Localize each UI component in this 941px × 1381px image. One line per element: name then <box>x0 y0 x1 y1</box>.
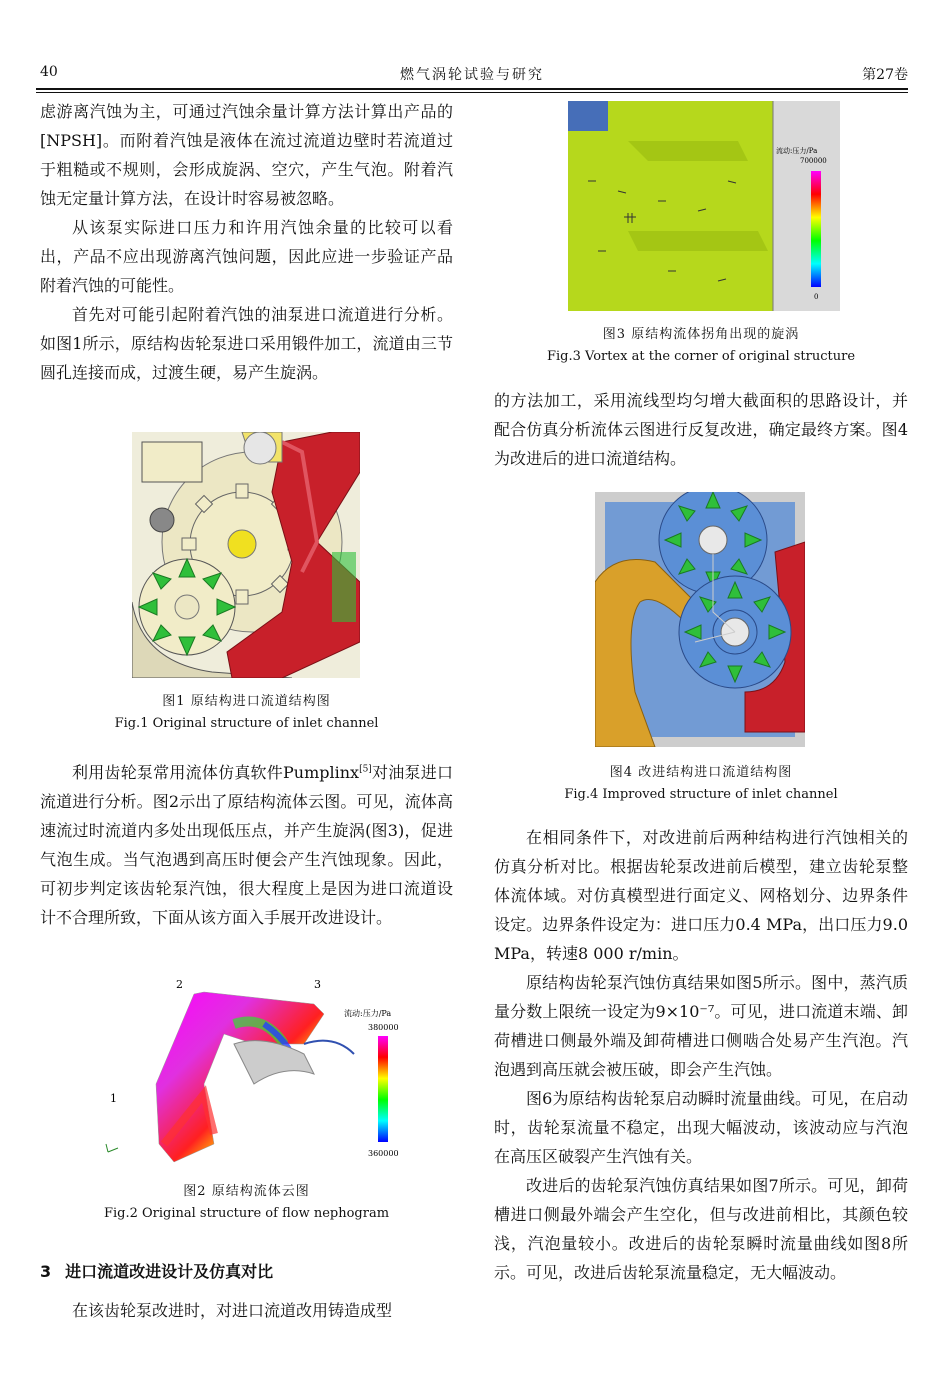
left-column-middle <box>40 758 453 932</box>
figure-3-image <box>568 101 840 311</box>
label-1: 1 <box>110 1092 117 1105</box>
figure-2-caption-cn: 图2 原结构流体云图 <box>183 1184 310 1199</box>
paragraph: 在该齿轮泵改进时，对进口流道改用铸造成型 <box>72 1301 393 1320</box>
figure-1-caption-cn: 图1 原结构进口流道结构图 <box>162 694 331 709</box>
figure-1 <box>132 432 360 678</box>
paragraph: 虑游离汽蚀为主，可通过汽蚀余量计算方法计算出产品的[NPSH]。而附着汽蚀是液体在流过流道边壁时若流道过于粗糙或不规则，会形成旋涡、空穴，产生气泡。附着汽蚀无定量计算方法，在设计时容易被忽略。 <box>40 102 453 208</box>
label-3: 3 <box>314 978 321 991</box>
figure-4-caption-en: Fig.4 Improved structure of inlet channel <box>564 787 838 802</box>
figure-2-caption-en: Fig.2 Original structure of flow nephogram <box>103 1206 390 1221</box>
legend-colorbar <box>811 171 821 287</box>
reference-mark: [5] <box>359 764 372 775</box>
paragraph-text: 对油泵进口流道进行分析。图2示出了原结构流体云图。可见，流体高速流过时流道内多处出现低压点，并产生旋涡(图3)，促进气泡生成。当气泡遇到高压时便会产生汽蚀现象。因此，可初步判定该齿轮泵汽蚀，很大程度上是因为进口流道设计不合理所致，下面从该方面入手展开改进设计。 <box>40 763 453 927</box>
header-rule-thin <box>36 92 908 93</box>
paragraph: 在相同条件下，对改进前后两种结构进行汽蚀相关的仿真分析对比。根据齿轮泵改进前后模型，建立齿轮泵整体流体域。对仿真模型进行面定义、网格划分、边界条件设定。边界条件设定为：进口压力0.4 MPa，出口压力9.0 MPa，转速8 000 r/min。 <box>494 828 908 963</box>
label-2: 2 <box>176 978 183 991</box>
right-column-bottom <box>494 823 908 1287</box>
page-header <box>36 62 908 86</box>
figure-4-image <box>595 492 805 747</box>
figure-3-caption-en: Fig.3 Vortex at the corner of original structure <box>546 349 856 364</box>
right-column-top <box>494 386 908 473</box>
header-rule <box>36 88 908 90</box>
paragraph: 原结构齿轮泵汽蚀仿真结果如图5所示。图中，蒸汽质量分数上限统一设定为9×10⁻⁷。可见，进口流道末端、卸荷槽进口侧最外端及卸荷槽进口侧啮合处易产生汽泡。汽泡遇到高压就会被压破，即会产生汽蚀。 <box>494 973 908 1079</box>
figure-4-caption-cn: 图4 改进结构进口流道结构图 <box>609 765 793 780</box>
journal-title: 燃气涡轮试验与研究 <box>400 67 544 83</box>
paragraph: 首先对可能引起附着汽蚀的油泵进口流道进行分析。如图1所示，原结构齿轮泵进口采用锻件加工，流道由三节圆孔连接而成，过渡生硬，易产生旋涡。 <box>40 305 453 382</box>
figure-2 <box>104 974 400 1166</box>
paragraph: 从该泵实际进口压力和许用汽蚀余量的比较可以看出，产品不应出现游离汽蚀问题，因此应进一步验证产品附着汽蚀的可能性。 <box>40 218 453 295</box>
paragraph-text: 利用齿轮泵常用流体仿真软件Pumplinx <box>72 763 360 782</box>
legend-title: 流动:压力/Pa <box>776 147 818 155</box>
figure-2-image <box>104 974 400 1166</box>
section-number: 3 <box>40 1262 52 1281</box>
legend-title: 流动:压力/Pa <box>344 1009 392 1018</box>
legend-max: 380000 <box>368 1023 399 1032</box>
section-heading <box>40 1259 453 1282</box>
legend-max: 700000 <box>800 157 827 165</box>
page-number: 40 <box>40 64 58 80</box>
left-column-top <box>40 97 453 387</box>
left-column-bottom <box>40 1296 453 1325</box>
figure-3 <box>568 101 840 311</box>
paragraph: 图6为原结构齿轮泵启动瞬时流量曲线。可见，在启动时，齿轮泵流量不稳定，出现大幅波动，该波动应与汽泡在高压区破裂产生汽蚀有关。 <box>494 1089 908 1166</box>
paragraph: 改进后的齿轮泵汽蚀仿真结果如图7所示。可见，卸荷槽进口侧最外端会产生空化，但与改进前相比，其颜色较浅，汽泡量较小。改进后的齿轮泵瞬时流量曲线如图8所示。可见，改进后齿轮泵流量稳定，无大幅波动。 <box>494 1176 908 1282</box>
figure-1-image <box>132 432 360 678</box>
figure-3-caption-cn: 图3 原结构流体拐角出现的旋涡 <box>602 327 800 342</box>
legend-min: 0 <box>814 293 819 301</box>
section-title: 进口流道改进设计及仿真对比 <box>65 1262 274 1281</box>
legend-min: 360000 <box>368 1149 399 1158</box>
paragraph: 的方法加工，采用流线型均匀增大截面积的思路设计，并配合仿真分析流体云图进行反复改进，确定最终方案。图4为改进后的进口流道结构。 <box>494 391 908 468</box>
volume-label: 第27卷 <box>862 67 908 83</box>
green-gear <box>139 559 235 655</box>
legend-colorbar <box>378 1036 388 1142</box>
figure-4 <box>595 492 805 747</box>
figure-1-caption-en: Fig.1 Original structure of inlet channel <box>114 716 379 731</box>
paragraph <box>40 758 453 932</box>
